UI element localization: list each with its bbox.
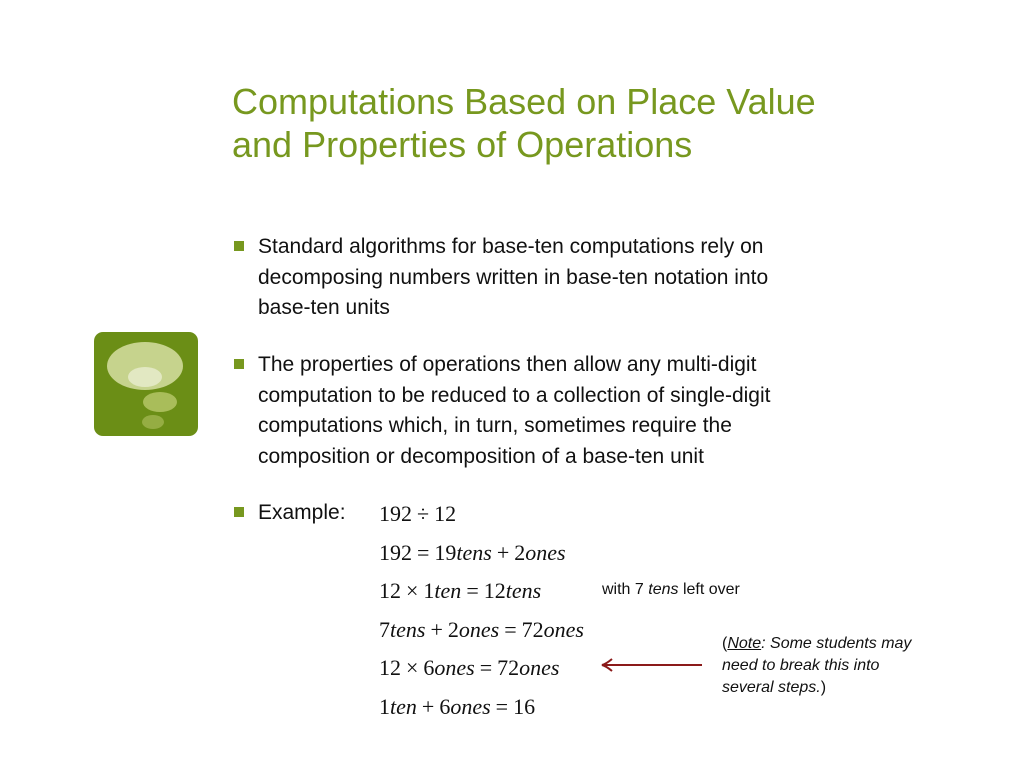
- leftover-note-prefix: with 7: [602, 581, 649, 598]
- math-operator: +: [430, 617, 443, 642]
- math-token: ones: [519, 655, 560, 680]
- math-token: 192: [379, 501, 412, 526]
- thought-bubble-logo-icon: [94, 332, 198, 436]
- bullet-line: composition or decomposition of a base-ten unit: [258, 444, 704, 468]
- example-step-4: [379, 655, 560, 681]
- math-operator: ÷: [417, 501, 430, 526]
- example-step-2: [379, 578, 541, 604]
- leftover-note: [602, 581, 740, 599]
- callout-line-1: : Some students may: [761, 635, 912, 652]
- math-token: 12: [483, 578, 506, 603]
- callout-line-2: need to break this into: [722, 657, 880, 674]
- bullet-line: Example:: [258, 501, 346, 524]
- math-operator: =: [495, 694, 509, 719]
- bullet-line: base-ten units: [258, 296, 390, 319]
- math-token: 192: [379, 540, 412, 565]
- math-token: 1: [379, 694, 390, 719]
- bullet-standard-algorithms: [232, 232, 922, 324]
- slide-title: [232, 80, 932, 166]
- math-token: ones: [434, 655, 475, 680]
- math-token: 6: [423, 655, 435, 680]
- math-operator: =: [466, 578, 479, 603]
- callout-open-paren: (: [722, 635, 728, 652]
- math-operator: =: [417, 540, 430, 565]
- math-token: ones: [458, 617, 500, 642]
- math-token: 72: [521, 617, 544, 642]
- math-token: 1: [423, 578, 435, 603]
- math-token: ten: [390, 694, 417, 719]
- example-step-1: [379, 540, 566, 566]
- math-token: 7: [379, 617, 390, 642]
- bullet-properties-of-operations: [232, 350, 922, 472]
- math-token: 16: [513, 694, 536, 719]
- math-token: ones: [450, 694, 491, 719]
- math-token: 6: [439, 694, 451, 719]
- bullet-line: The properties of operations then allow any multi-digit: [258, 353, 757, 376]
- bullet-square-icon: [234, 241, 244, 251]
- callout-note-word: Note: [727, 635, 762, 652]
- math-token: 12: [379, 578, 401, 603]
- math-operator: +: [496, 540, 510, 565]
- title-line-2: and Properties of Operations: [232, 124, 693, 165]
- math-token: tens: [390, 617, 426, 642]
- bullet-square-icon: [234, 359, 244, 369]
- leftover-note-suffix: left over: [678, 581, 740, 598]
- math-operator: ×: [406, 578, 419, 603]
- math-token: 72: [497, 655, 520, 680]
- callout-note: [722, 633, 982, 699]
- bullet-line: Standard algorithms for base-ten computations rely on: [258, 235, 764, 258]
- title-line-1: Computations Based on Place Value: [232, 81, 816, 122]
- left-arrow-icon: [596, 655, 706, 675]
- math-token: 2: [514, 540, 526, 565]
- math-token: ones: [525, 540, 566, 565]
- math-token: tens: [505, 578, 542, 603]
- math-token: 19: [434, 540, 457, 565]
- example-problem: [379, 501, 456, 527]
- bullet-example: [232, 498, 922, 529]
- math-operator: ×: [406, 655, 419, 680]
- bullet-line: computation to be reduced to a collection of single-digit: [258, 383, 771, 407]
- math-operator: +: [421, 694, 435, 719]
- example-step-5: [379, 694, 535, 720]
- math-token: 12: [434, 501, 457, 526]
- example-step-3: [379, 617, 584, 643]
- bullet-line: decomposing numbers written in base-ten notation into: [258, 265, 769, 289]
- math-token: ones: [543, 617, 584, 642]
- math-token: 2: [447, 617, 459, 642]
- leftover-note-emphasis: tens: [648, 581, 679, 598]
- math-operator: =: [479, 655, 493, 680]
- math-token: tens: [456, 540, 492, 565]
- math-token: ten: [434, 578, 462, 603]
- bullet-line: computations which, in turn, sometimes require the: [258, 414, 732, 437]
- math-operator: =: [504, 617, 517, 642]
- callout-close-paren: ): [820, 679, 827, 696]
- bullet-square-icon: [234, 507, 244, 517]
- callout-line-3: several steps.: [722, 679, 821, 696]
- math-token: 12: [379, 655, 401, 680]
